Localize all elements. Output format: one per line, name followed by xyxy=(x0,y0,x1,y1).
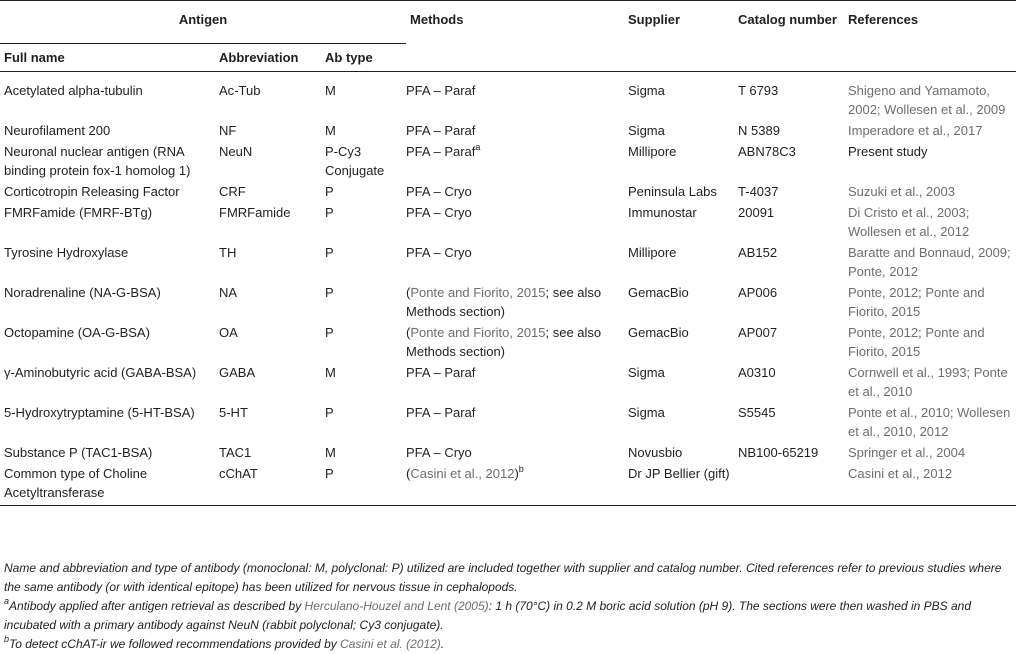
header-ab-type: Ab type xyxy=(325,50,373,65)
footnote-b-mark: b xyxy=(4,634,10,644)
cell-abbreviation: NA xyxy=(219,285,238,300)
cell-supplier: Dr JP Bellier (gift) xyxy=(628,463,738,506)
footnote-b-citation-link[interactable]: Casini et al. (2012) xyxy=(340,637,441,651)
cell-abbreviation: OA xyxy=(219,325,238,340)
method-text-end: ; see also Methods section) xyxy=(406,285,602,319)
footnote-mark: a xyxy=(475,141,481,152)
cell-catalog-number: S5545 xyxy=(738,405,776,420)
method-text: PFA – Cryo xyxy=(406,245,472,260)
cell-full-name: Neurofilament 200 xyxy=(4,123,111,138)
cell-catalog-number: NB100-65219 xyxy=(738,445,819,460)
cell-method xyxy=(406,402,628,442)
table-row xyxy=(0,141,1016,181)
table-row xyxy=(0,181,1016,202)
cell-method xyxy=(406,442,628,463)
cell-ab-type: P-Cy3 Conjugate xyxy=(325,144,385,178)
footnote-a-citation-link[interactable]: Herculano-Houzel and Lent (2005) xyxy=(304,599,489,613)
cell-abbreviation: NF xyxy=(219,123,237,138)
cell-full-name: Octopamine (OA-G-BSA) xyxy=(4,325,150,340)
cell-full-name: Common type of Choline Acetyltransferase xyxy=(0,463,219,506)
table-row xyxy=(0,120,1016,141)
footnote-b xyxy=(4,635,1014,654)
footnote-a-text-end: : 1 h (70°C) in 0.2 M boric acid solution (pH 9). The sections were then washed in PBS and incubated with a primary antibody against NeuN (rabbit polyclonal; Cy3 conjugate). xyxy=(4,599,972,632)
method-text: PFA – Cryo xyxy=(406,205,472,220)
cell-ab-type: M xyxy=(325,83,336,98)
cell-supplier: Immunostar xyxy=(628,205,697,220)
cell-ab-type: P xyxy=(325,325,334,340)
cell-supplier: Millipore xyxy=(628,144,677,159)
cell-full-name: 5-Hydroxytryptamine (5-HT-BSA) xyxy=(4,405,195,420)
cell-method xyxy=(406,141,628,181)
cell-abbreviation: NeuN xyxy=(219,144,253,159)
footnote-main: Name and abbreviation and type of antibody (monoclonal: M, polyclonal: P) utilized are included together with supplier and catalog number. Cited references refer to previous studies where the same antibody (or with identical epitope) has been utilized for nervous tissue in cephalopods. xyxy=(4,561,1002,594)
cell-catalog-number: AP007 xyxy=(738,325,778,340)
cell-full-name: Tyrosine Hydroxylase xyxy=(4,245,129,260)
cell-abbreviation: GABA xyxy=(219,365,256,380)
cell-abbreviation: Ac-Tub xyxy=(219,83,261,98)
cell-abbreviation: TH xyxy=(219,245,237,260)
method-citation-link[interactable]: Casini et al., 2012 xyxy=(410,466,515,481)
cell-ab-type: P xyxy=(325,245,334,260)
method-text: PFA – Paraf xyxy=(406,405,476,420)
footnote-a-mark: a xyxy=(4,596,10,606)
table-row xyxy=(0,362,1016,402)
cell-reference[interactable]: Imperadore et al., 2017 xyxy=(848,123,983,138)
method-text: PFA – Paraf xyxy=(406,365,476,380)
cell-reference[interactable]: Ponte, 2012; Ponte and Fiorito, 2015 xyxy=(848,325,985,359)
header-catalog-number: Catalog number xyxy=(738,12,837,27)
cell-ab-type: P xyxy=(325,205,334,220)
cell-full-name: Substance P (TAC1-BSA) xyxy=(4,445,153,460)
cell-catalog-number: T 6793 xyxy=(738,83,779,98)
table-footnotes xyxy=(4,559,1014,654)
header-antigen: Antigen xyxy=(0,1,406,44)
cell-reference[interactable]: Ponte et al., 2010; Wollesen et al., 2010, 2012 xyxy=(848,405,1011,439)
cell-reference[interactable]: Di Cristo et al., 2003; Wollesen et al., 2012 xyxy=(848,205,970,239)
cell-reference[interactable]: Suzuki et al., 2003 xyxy=(848,184,955,199)
cell-method xyxy=(406,362,628,402)
cell-reference[interactable]: Ponte, 2012; Ponte and Fiorito, 2015 xyxy=(848,285,985,319)
cell-reference[interactable]: Baratte and Bonnaud, 2009; Ponte, 2012 xyxy=(848,245,1011,279)
table-row xyxy=(0,402,1016,442)
method-text: PFA – Paraf xyxy=(406,123,476,138)
footnote-mark: b xyxy=(518,463,524,474)
method-citation-link[interactable]: Ponte and Fiorito, 2015 xyxy=(410,325,546,340)
method-text-end: ; see also Methods section) xyxy=(406,325,602,359)
cell-method xyxy=(406,72,628,121)
cell-catalog-number: AB152 xyxy=(738,245,778,260)
cell-catalog-number: 20091 xyxy=(738,205,775,220)
table-row xyxy=(0,242,1016,282)
cell-abbreviation: FMRFamide xyxy=(219,205,291,220)
cell-reference[interactable]: Cornwell et al., 1993; Ponte et al., 2010 xyxy=(848,365,1008,399)
footnote-b-text: To detect cChAT-ir we followed recommendations provided by xyxy=(9,637,341,651)
cell-abbreviation: 5-HT xyxy=(219,405,248,420)
cell-full-name: Noradrenaline (NA-G-BSA) xyxy=(4,285,161,300)
cell-catalog-number xyxy=(738,463,848,506)
cell-full-name: γ-Aminobutyric acid (GABA-BSA) xyxy=(4,365,197,380)
header-full-name: Full name xyxy=(4,50,65,65)
table-row xyxy=(0,322,1016,362)
cell-supplier: Sigma xyxy=(628,365,665,380)
cell-full-name: Neuronal nuclear antigen (RNA binding protein fox-1 homolog 1) xyxy=(4,144,191,178)
header-methods: Methods xyxy=(410,12,464,27)
method-text: PFA – Paraf xyxy=(406,144,476,159)
cell-abbreviation: cChAT xyxy=(219,463,325,506)
method-text: ( xyxy=(406,466,411,481)
cell-ab-type: P xyxy=(325,285,334,300)
cell-reference[interactable]: Shigeno and Yamamoto, 2002; Wollesen et al., 2009 xyxy=(848,83,1006,117)
method-citation-link[interactable]: Ponte and Fiorito, 2015 xyxy=(410,285,546,300)
cell-reference[interactable]: Springer et al., 2004 xyxy=(848,445,966,460)
cell-full-name: FMRFamide (FMRF-BTg) xyxy=(4,205,153,220)
table-row xyxy=(0,442,1016,463)
cell-catalog-number: N 5389 xyxy=(738,123,780,138)
footnote-b-text-end: . xyxy=(440,637,445,651)
cell-catalog-number: AP006 xyxy=(738,285,778,300)
cell-supplier: GemacBio xyxy=(628,285,689,300)
cell-ab-type: P xyxy=(325,463,406,506)
cell-ab-type: M xyxy=(325,365,336,380)
cell-supplier: GemacBio xyxy=(628,325,689,340)
header-references: References xyxy=(848,12,919,27)
cell-method xyxy=(406,322,628,362)
header-supplier: Supplier xyxy=(628,12,681,27)
cell-method xyxy=(406,181,628,202)
cell-supplier: Peninsula Labs xyxy=(628,184,717,199)
method-text: ( xyxy=(406,325,411,340)
method-text: PFA – Paraf xyxy=(406,83,476,98)
cell-catalog-number: ABN78C3 xyxy=(738,144,796,159)
cell-method xyxy=(406,463,628,506)
cell-reference: Present study xyxy=(848,144,928,159)
cell-catalog-number: A0310 xyxy=(738,365,776,380)
method-text: PFA – Cryo xyxy=(406,445,472,460)
method-text-end: ) xyxy=(514,466,519,481)
table-body xyxy=(0,72,1016,506)
header-abbreviation: Abbreviation xyxy=(219,50,299,65)
method-text: ( xyxy=(406,285,411,300)
cell-method xyxy=(406,120,628,141)
cell-full-name: Acetylated alpha-tubulin xyxy=(4,83,143,98)
table-row xyxy=(0,463,1016,506)
cell-catalog-number: T-4037 xyxy=(738,184,779,199)
cell-ab-type: M xyxy=(325,123,336,138)
cell-supplier: Novusbio xyxy=(628,445,683,460)
cell-method xyxy=(406,242,628,282)
cell-supplier: Sigma xyxy=(628,83,665,98)
table-row xyxy=(0,72,1016,121)
cell-method xyxy=(406,202,628,242)
cell-ab-type: P xyxy=(325,184,334,199)
cell-abbreviation: TAC1 xyxy=(219,445,252,460)
table-row xyxy=(0,202,1016,242)
footnote-a-text: Antibody applied after antigen retrieval as described by xyxy=(9,599,305,613)
cell-reference[interactable]: Casini et al., 2012 xyxy=(848,463,1016,506)
method-text: PFA – Cryo xyxy=(406,184,472,199)
cell-ab-type: M xyxy=(325,445,336,460)
cell-ab-type: P xyxy=(325,405,334,420)
table-row xyxy=(0,282,1016,322)
cell-full-name: Corticotropin Releasing Factor xyxy=(4,184,180,199)
cell-abbreviation: CRF xyxy=(219,184,246,199)
cell-supplier: Sigma xyxy=(628,405,665,420)
cell-supplier: Millipore xyxy=(628,245,677,260)
cell-supplier: Sigma xyxy=(628,123,665,138)
cell-method xyxy=(406,282,628,322)
footnote-a xyxy=(4,597,1014,635)
